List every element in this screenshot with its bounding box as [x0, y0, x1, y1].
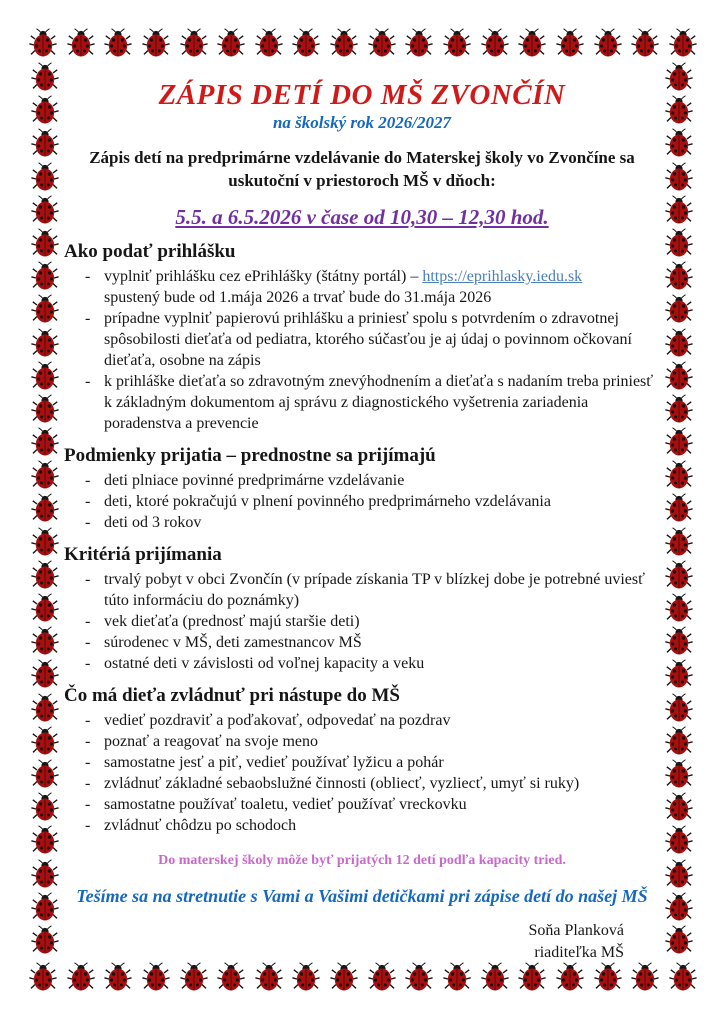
section-heading-child-skills: Čo má dieťa zvládnuť pri nástupe do MŠ	[64, 685, 400, 706]
ladybug-icon	[30, 128, 60, 158]
ladybug-icon	[30, 95, 60, 125]
ladybug-icon	[179, 962, 209, 992]
ladybug-icon	[28, 28, 58, 58]
ladybug-icon	[664, 394, 694, 424]
list-admission-criteria	[64, 569, 660, 674]
list-item: - deti od 3 rokov	[64, 512, 660, 533]
section-heading-admission-conditions: Podmienky prijatia – prednostne sa prijímajú	[64, 445, 436, 466]
intro-paragraph: Zápis detí na predprimárne vzdelávanie do Materskej školy vo Zvončíne sa uskutoční v priestoroch MŠ v dňoch:	[89, 148, 635, 190]
ladybug-icon	[664, 892, 694, 922]
list-item: - trvalý pobyt v obci Zvončín (v prípade získania TP v blízkej dobe je potrebné uviesť túto informáciu do poznámky)	[64, 569, 660, 611]
list-item: - deti, ktoré pokračujú v plnení povinného predprimárneho vzdelávania	[64, 491, 660, 512]
ladybug-icon	[66, 962, 96, 992]
ladybug-icon	[291, 28, 321, 58]
signature-role: riaditeľka MŠ	[534, 944, 624, 961]
enrollment-date-line: 5.5. a 6.5.2026 v čase od 10,30 – 12,30 hod.	[175, 205, 549, 229]
ladybug-icon	[30, 62, 60, 92]
ladybug-border-top	[28, 28, 698, 58]
ladybug-icon	[630, 962, 660, 992]
ladybug-icon	[254, 962, 284, 992]
ladybug-icon	[593, 962, 623, 992]
list-item: - poznať a reagovať na svoje meno	[64, 731, 660, 752]
ladybug-icon	[30, 162, 60, 192]
ladybug-icon	[555, 962, 585, 992]
ladybug-icon	[30, 261, 60, 291]
ladybug-icon	[664, 792, 694, 822]
ladybug-icon	[664, 195, 694, 225]
ladybug-icon	[30, 228, 60, 258]
ladybug-icon	[254, 28, 284, 58]
list-how-to-apply	[64, 266, 660, 434]
ladybug-icon	[30, 195, 60, 225]
ladybug-icon	[664, 693, 694, 723]
ladybug-icon	[630, 28, 660, 58]
ladybug-icon	[664, 493, 694, 523]
ladybug-icon	[664, 726, 694, 756]
ladybug-icon	[593, 28, 623, 58]
ladybug-icon	[179, 28, 209, 58]
ladybug-icon	[664, 925, 694, 955]
list-item-text: vyplniť prihlášku cez ePrihlášky (štátny portál) –	[104, 268, 423, 285]
ladybug-icon	[442, 28, 472, 58]
capacity-note: Do materskej školy môže byť prijatých 12 detí podľa kapacity tried.	[158, 853, 566, 868]
ladybug-icon	[480, 28, 510, 58]
ladybug-icon	[329, 962, 359, 992]
list-item: - samostatne používať toaletu, vedieť používať vreckovku	[64, 794, 660, 815]
list-item: - k prihláške dieťaťa so zdravotným znevýhodnením a dieťaťa s nadaním treba priniesť k základným dokumentom aj správu z diagnostického vyšetrenia zariadenia poradenstva a prevencie	[64, 371, 660, 434]
ladybug-icon	[668, 28, 698, 58]
ladybug-icon	[30, 626, 60, 656]
ladybug-icon	[664, 759, 694, 789]
ladybug-icon	[664, 527, 694, 557]
ladybug-icon	[66, 28, 96, 58]
list-item: - ostatné deti v závislosti od voľnej kapacity a veku	[64, 653, 660, 674]
ladybug-icon	[141, 962, 171, 992]
list-item: - zvládnuť chôdzu po schodoch	[64, 815, 660, 836]
ladybug-icon	[329, 28, 359, 58]
ladybug-icon	[480, 962, 510, 992]
ladybug-icon	[664, 261, 694, 291]
page-title: ZÁPIS DETÍ DO MŠ ZVONČÍN	[158, 79, 566, 111]
page-subtitle: na školský rok 2026/2027	[272, 113, 452, 132]
ladybug-icon	[103, 962, 133, 992]
ladybug-icon	[664, 95, 694, 125]
ladybug-icon	[30, 925, 60, 955]
ladybug-icon	[30, 294, 60, 324]
ladybug-icon	[664, 228, 694, 258]
ladybug-icon	[664, 859, 694, 889]
ladybug-icon	[664, 62, 694, 92]
ladybug-icon	[30, 527, 60, 557]
list-item: - prípadne vyplniť papierovú prihlášku a priniesť spolu s potvrdením o zdravotnej spôsobilosti dieťaťa od pediatra, ktorého súčasťou je aj údaj o povinnom očkovaní dieťaťa, osobne na zápis	[64, 308, 660, 371]
ladybug-icon	[28, 962, 58, 992]
ladybug-icon	[664, 328, 694, 358]
list-item: - samostatne jesť a piť, vedieť používať lyžicu a pohár	[64, 752, 660, 773]
ladybug-icon	[664, 626, 694, 656]
ladybug-icon	[367, 28, 397, 58]
ladybug-icon	[367, 962, 397, 992]
ladybug-icon	[668, 962, 698, 992]
ladybug-icon	[517, 962, 547, 992]
ladybug-icon	[664, 460, 694, 490]
eprihlasky-link[interactable]: https://eprihlasky.iedu.sk	[422, 268, 583, 285]
ladybug-icon	[664, 825, 694, 855]
ladybug-icon	[664, 427, 694, 457]
ladybug-icon	[517, 28, 547, 58]
ladybug-icon	[30, 726, 60, 756]
ladybug-icon	[30, 892, 60, 922]
signature-block	[64, 920, 660, 964]
list-item	[64, 266, 660, 308]
list-item: - vek dieťaťa (prednosť majú staršie deti)	[64, 611, 660, 632]
ladybug-icon	[30, 759, 60, 789]
ladybug-icon	[30, 593, 60, 623]
ladybug-icon	[141, 28, 171, 58]
list-item: - deti plniace povinné predprimárne vzdelávanie	[64, 470, 660, 491]
ladybug-border-right	[664, 62, 694, 955]
ladybug-icon	[30, 460, 60, 490]
ladybug-icon	[442, 962, 472, 992]
section-heading-how-to-apply: Ako podať prihlášku	[64, 241, 236, 262]
list-item-text: spustený bude od 1.mája 2026 a trvať bude do 31.mája 2026	[104, 289, 492, 306]
ladybug-border-bottom	[28, 962, 698, 992]
ladybug-icon	[30, 659, 60, 689]
list-item: - vedieť pozdraviť a poďakovať, odpovedať na pozdrav	[64, 710, 660, 731]
ladybug-icon	[30, 792, 60, 822]
ladybug-icon	[30, 825, 60, 855]
flyer-content	[64, 66, 660, 964]
ladybug-icon	[404, 28, 434, 58]
ladybug-icon	[664, 162, 694, 192]
ladybug-icon	[664, 593, 694, 623]
list-admission-conditions	[64, 470, 660, 533]
ladybug-icon	[664, 128, 694, 158]
ladybug-icon	[30, 493, 60, 523]
ladybug-icon	[30, 394, 60, 424]
ladybug-icon	[30, 560, 60, 590]
ladybug-icon	[664, 560, 694, 590]
signature-name: Soňa Planková	[528, 922, 624, 939]
list-item: - zvládnuť základné sebaobslužné činnosti (obliecť, vyzliecť, umyť si ruky)	[64, 773, 660, 794]
section-heading-admission-criteria: Kritériá prijímania	[64, 544, 222, 565]
ladybug-icon	[404, 962, 434, 992]
ladybug-icon	[103, 28, 133, 58]
closing-message: Tešíme sa na stretnutie s Vami a Vašimi detičkami pri zápise detí do našej MŠ	[76, 886, 648, 906]
ladybug-border-left	[30, 62, 60, 955]
ladybug-icon	[664, 659, 694, 689]
list-item: - súrodenec v MŠ, deti zamestnancov MŠ	[64, 632, 660, 653]
ladybug-icon	[30, 859, 60, 889]
ladybug-icon	[216, 28, 246, 58]
ladybug-icon	[30, 328, 60, 358]
ladybug-icon	[664, 361, 694, 391]
ladybug-icon	[30, 693, 60, 723]
ladybug-icon	[664, 294, 694, 324]
ladybug-icon	[216, 962, 246, 992]
ladybug-icon	[30, 427, 60, 457]
ladybug-icon	[555, 28, 585, 58]
ladybug-icon	[30, 361, 60, 391]
list-child-skills	[64, 710, 660, 836]
ladybug-icon	[291, 962, 321, 992]
